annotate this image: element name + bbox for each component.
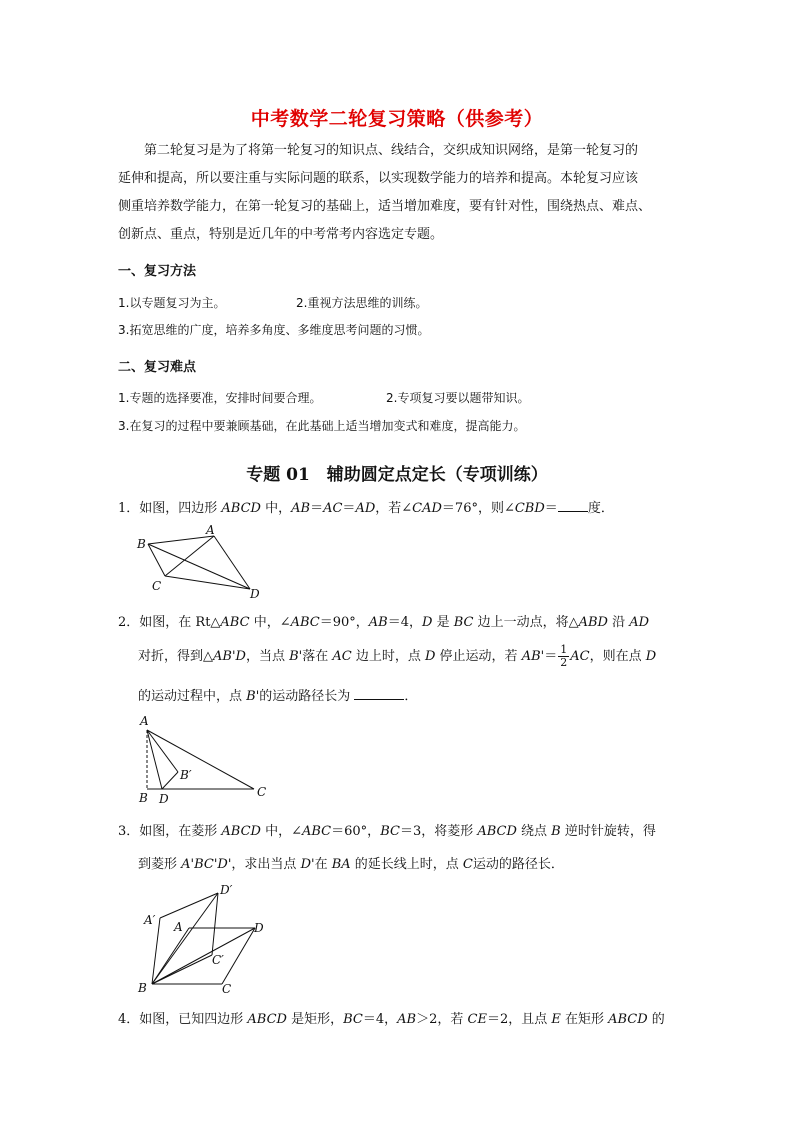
q2-text: ． [404, 689, 418, 704]
page-title: 中考数学二轮复习策略（供参考） [250, 108, 544, 130]
label-C: C [222, 982, 232, 995]
q2-var: ABC [220, 615, 250, 630]
q2-text: ，则在点 [589, 649, 646, 664]
q3-text: 中，∠ [260, 824, 302, 839]
intro-line-2: 延伸和提高，所以要注重与实际问题的联系，以实现数学能力的培养和提高。本轮复习应该 [118, 171, 639, 186]
q1-text: ＝ [342, 501, 356, 516]
q3-text: 逆时针旋转，得 [560, 824, 656, 839]
q2-var: D [422, 615, 433, 630]
difficulty-item-2: 2.专项复习要以题带知识。 [386, 391, 530, 405]
label-D: D [250, 587, 260, 600]
q2-text: 落在 [302, 649, 333, 664]
q3-var: BA [331, 857, 351, 872]
q2-text: 的运动过程中，点 [138, 689, 247, 704]
fraction-numerator: 1 [560, 643, 568, 656]
q1-text: ＝ [310, 501, 324, 516]
q4-text: ＞2，若 [416, 1012, 468, 1027]
label-D: D [254, 921, 264, 935]
question-2-line-3 [138, 685, 417, 704]
q2-var: AB [368, 615, 388, 630]
q3-var: BC [380, 824, 400, 839]
q3-var: D' [300, 857, 315, 872]
question-2-line-1 [118, 611, 649, 630]
q1-var: AD [355, 501, 376, 516]
q1-var: AB [291, 501, 311, 516]
q3-var: B [551, 824, 561, 839]
q4-var: E [551, 1012, 561, 1027]
question-3-line-2 [138, 853, 564, 872]
q3-text: ＝3，将菱形 [399, 824, 478, 839]
label-B: B [139, 791, 148, 805]
fraction-denominator: 2 [560, 656, 568, 669]
q4-var: ABCD [247, 1012, 287, 1027]
q2-var: B' [246, 689, 260, 704]
q2-var: D [424, 649, 436, 664]
q3-text: 3．如图，在菱形 [118, 824, 222, 839]
question-3-line-1 [118, 820, 656, 839]
q2-var: AB'D [213, 649, 246, 664]
q3-var: ABCD [477, 824, 517, 839]
q4-var: AB [397, 1012, 417, 1027]
q4-var: CE [467, 1012, 487, 1027]
q2-text: 2．如图，在 Rt△ [118, 615, 221, 630]
q4-text: 4．如图，已知四边形 [118, 1012, 248, 1027]
q3-var: ABCD [221, 824, 261, 839]
question-3-figure [134, 880, 274, 995]
section-heading-difficulties: 二、复习难点 [118, 360, 197, 375]
q3-text: ＝60°， [331, 824, 381, 839]
q3-var: A'BC'D' [181, 857, 232, 872]
q2-var: ABC [290, 615, 320, 630]
label-C: C [257, 785, 267, 799]
q2-text: ＝90°， [319, 615, 369, 630]
label-A: A [206, 523, 215, 537]
q3-text: 的延长线上时，点 [350, 857, 463, 872]
difficulty-item-3: 3.在复习的过程中要兼顾基础，在此基础上适当增加变式和难度，提高能力。 [118, 419, 526, 433]
q3-text: 到菱形 [138, 857, 182, 872]
label-C-prime: C′ [212, 953, 224, 967]
label-B: B [138, 981, 147, 995]
difficulty-item-1: 1.专题的选择要准，安排时间要合理。 [118, 391, 322, 405]
q3-text: ，求出当点 [231, 857, 301, 872]
q2-text: 对折，得到△ [138, 649, 213, 664]
label-A: A [174, 920, 183, 934]
q4-text: ＝2，且点 [486, 1012, 552, 1027]
q2-text: 停止运动，若 [435, 649, 522, 664]
question-1-text [118, 497, 614, 516]
topic-title: 专题 01 辅助圆定点定长（专项训练） [246, 465, 548, 485]
q2-text: ＝4， [387, 615, 423, 630]
q2-text: 沿 [607, 615, 630, 630]
q1-var: CAD [412, 501, 442, 516]
q2-var: AD [629, 615, 650, 630]
q2-text: 中，∠ [249, 615, 291, 630]
q1-text: 度． [587, 501, 614, 516]
label-A: A [140, 714, 149, 728]
q2-text: 边上时，点 [351, 649, 425, 664]
fraction [558, 644, 569, 669]
q1-var: ABCD [221, 501, 261, 516]
q3-text: 在 [314, 857, 332, 872]
q4-text: ＝4， [362, 1012, 398, 1027]
intro-paragraph [118, 137, 678, 165]
q2-var: AC [570, 649, 590, 664]
q1-text: 1．如图，四边形 [118, 501, 222, 516]
label-B-prime: B′ [180, 768, 192, 782]
q4-text: 是矩形， [286, 1012, 344, 1027]
q2-text: ＝ [544, 649, 558, 664]
method-item-1: 1.以专题复习为主。 [118, 296, 226, 310]
q3-text: 运动的路径长． [472, 857, 564, 872]
q1-text: ＝76°，则∠ [441, 501, 515, 516]
q2-text: 的运动路径长为 [259, 689, 355, 704]
method-item-3: 3.拓宽思维的广度，培养多角度、多维度思考问题的习惯。 [118, 323, 430, 337]
q1-text: ＝ [544, 501, 558, 516]
question-2-line-2 [138, 644, 656, 669]
q1-var: AC [323, 501, 343, 516]
q2-var: B' [289, 649, 303, 664]
intro-line-4: 创新点、重点，特别是近几年的中考常考内容选定专题。 [118, 227, 444, 242]
q1-var: CBD [514, 501, 545, 516]
label-A-prime: A′ [144, 913, 156, 927]
intro-line-1: 第二轮复习是为了将第一轮复习的知识点、线结合，交织成知识网络，是第一轮复习的 [144, 143, 639, 158]
section-heading-methods: 一、复习方法 [118, 264, 197, 279]
q2-text: 边上一动点，将△ [473, 615, 579, 630]
q3-var: ABC [302, 824, 332, 839]
question-2-figure [134, 712, 274, 806]
q4-text: 的 [647, 1012, 665, 1027]
label-D-prime: D′ [220, 883, 233, 897]
q3-var: C [462, 857, 473, 872]
q2-text: 是 [432, 615, 454, 630]
q4-var: BC [343, 1012, 363, 1027]
q2-var: BC [453, 615, 474, 630]
question-1-figure [130, 522, 270, 600]
method-item-2: 2.重视方法思维的训练。 [296, 296, 428, 310]
q2-var: AC [332, 649, 352, 664]
label-B: B [137, 537, 146, 551]
q1-text: ，若∠ [375, 501, 413, 516]
q2-var: ABD [578, 615, 608, 630]
q2-var: AB' [521, 649, 545, 664]
answer-blank [558, 499, 588, 512]
q4-text: 在矩形 [560, 1012, 609, 1027]
q2-text: ，当点 [245, 649, 290, 664]
question-4-line-1 [118, 1008, 665, 1027]
answer-blank [354, 687, 404, 700]
intro-line-3: 侧重培养数学能力，在第一轮复习的基础上，适当增加难度，要有针对性，围绕热点、难点、 [118, 199, 652, 214]
q3-text: 绕点 [516, 824, 552, 839]
q2-var: D [645, 649, 657, 664]
label-D: D [159, 792, 169, 806]
q1-text: 中， [260, 501, 292, 516]
label-C: C [152, 579, 162, 593]
q4-var: ABCD [608, 1012, 648, 1027]
